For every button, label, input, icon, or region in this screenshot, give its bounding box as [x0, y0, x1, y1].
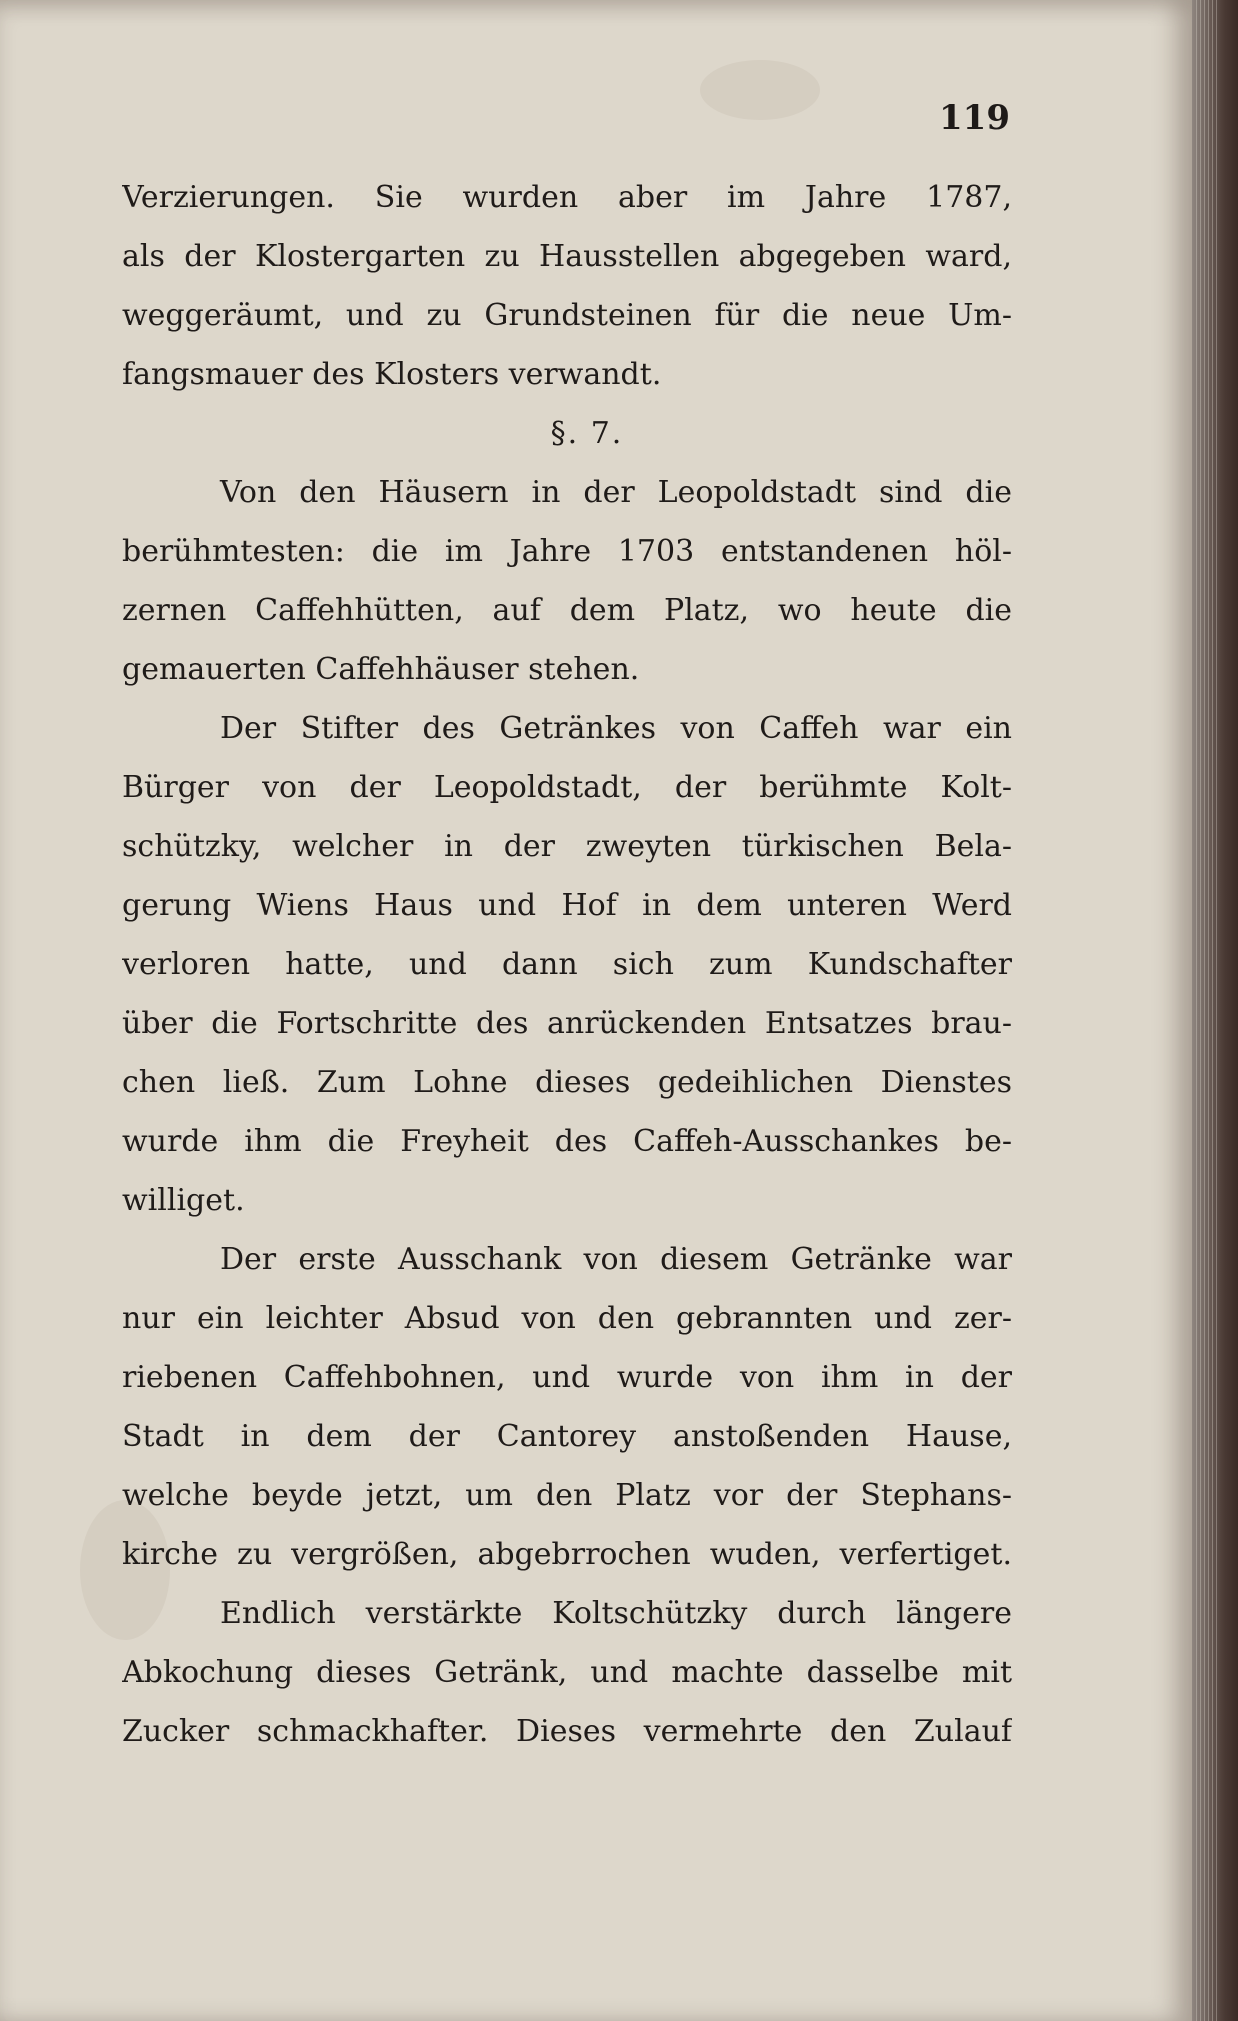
paper-stain — [700, 60, 820, 120]
text-line: Endlich verstärkte Koltschützky durch längere — [220, 1596, 1012, 1631]
section-heading: §. 7. — [550, 416, 624, 451]
text-line: gerung Wiens Haus und Hof in dem unteren Werd — [122, 888, 1012, 923]
text-line: Der erste Ausschank von diesem Getränke war — [220, 1242, 1012, 1277]
text-line: williget. — [122, 1183, 245, 1218]
text-line: Von den Häusern in der Leopoldstadt sind die — [220, 475, 1012, 510]
text-line: Stadt in dem der Cantorey anstoßenden Hause, — [122, 1419, 1012, 1454]
page-body-text — [122, 168, 1012, 1761]
text-line: fangsmauer des Klosters verwandt. — [122, 357, 662, 392]
text-line: Abkochung dieses Getränk, und machte dasselbe mit — [122, 1655, 1012, 1690]
text-line: chen ließ. Zum Lohne dieses gedeihlichen Dienstes — [122, 1065, 1012, 1100]
text-line: gemauerten Caffehhäuser stehen. — [122, 652, 640, 687]
text-line: Bürger von der Leopoldstadt, der berühmte Kolt- — [122, 770, 1012, 805]
text-line: welche beyde jetzt, um den Platz vor der Stephans- — [122, 1478, 1012, 1513]
text-line: riebenen Caffehbohnen, und wurde von ihm in der — [122, 1360, 1012, 1395]
text-line: verloren hatte, und dann sich zum Kundschafter — [122, 947, 1012, 982]
text-line: schützky, welcher in der zweyten türkischen Bela- — [122, 829, 1012, 864]
text-line: wurde ihm die Freyheit des Caffeh-Ausschankes be- — [122, 1124, 1012, 1159]
text-line: weggeräumt, und zu Grundsteinen für die neue Um- — [122, 298, 1012, 333]
text-line: berühmtesten: die im Jahre 1703 entstandenen höl- — [122, 534, 1012, 569]
text-line: über die Fortschritte des anrückenden Entsatzes brau- — [122, 1006, 1012, 1041]
page-stack-lines — [1196, 0, 1218, 2021]
page-number: 119 — [939, 98, 1010, 138]
text-line: als der Klostergarten zu Hausstellen abgegeben ward, — [122, 239, 1012, 274]
text-line: Der Stifter des Getränkes von Caffeh war ein — [220, 711, 1012, 746]
text-line: nur ein leichter Absud von den gebrannten und zer- — [122, 1301, 1012, 1336]
text-line: Verzierungen. Sie wurden aber im Jahre 1787, — [122, 180, 1012, 215]
text-line: zernen Caffehhütten, auf dem Platz, wo heute die — [122, 593, 1012, 628]
text-line: Zucker schmackhafter. Dieses vermehrte den Zulauf — [122, 1714, 1012, 1749]
text-line: kirche zu vergrößen, abgebrrochen wuden, verfertiget. — [122, 1537, 1012, 1572]
